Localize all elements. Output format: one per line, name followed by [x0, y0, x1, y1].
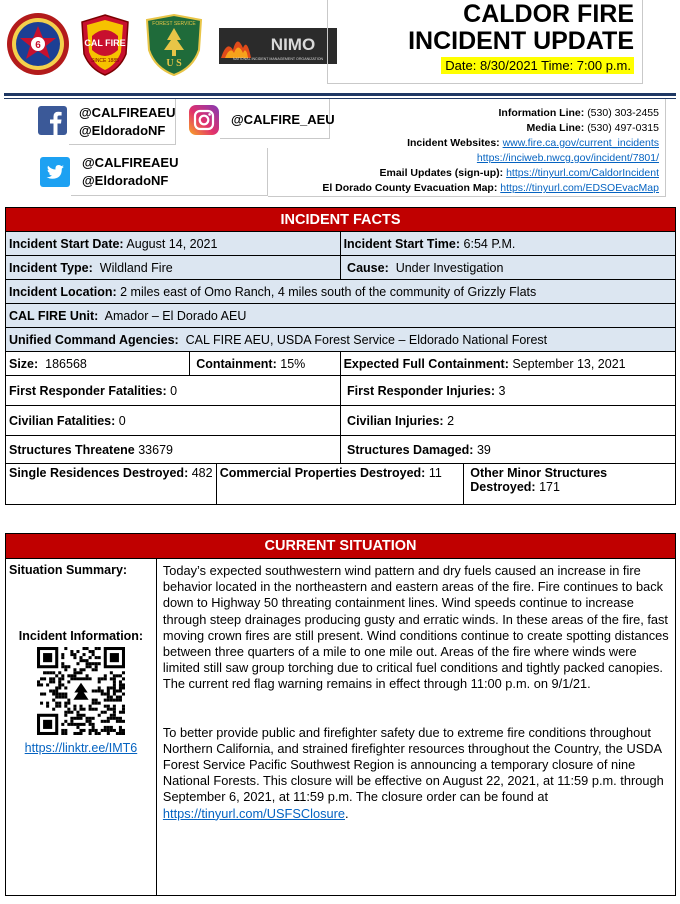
nimo-logo-text: NIMO: [270, 35, 316, 54]
twitter-icon[interactable]: [40, 157, 70, 187]
minor-structures-cell: [464, 464, 676, 505]
structures-threatened-label: Structures Threatene: [9, 442, 135, 457]
situation-paragraph-1: Today’s expected southwestern wind pattern and dry fuels caused an increase in fire behavior located in the northeastern and eastern areas of the fire. Fire continues to back down to Highway 50 threating containment lines. Wind speeds continue to increase through steep drainages producing gusty and erratic winds. In these areas of the fire, fast moving crown fires are still present. Wind conditions continue to create spotting distances between three quarters of a mile to one mile out. Areas of the fire where winds were limited still saw group torching due to critical fuel conditions and tightly packed canopies. The current red flag warning remains in effect through 11:00 p.m. on 9/1/21.: [162, 563, 669, 692]
evacuation-map-link[interactable]: https://tinyurl.com/EDSOEvacMap: [500, 182, 659, 194]
current-situation-heading: CURRENT SITUATION: [6, 534, 676, 559]
contact-box-bottom-border: [268, 196, 666, 197]
fr-injuries-cell: [340, 376, 675, 406]
minor-structures-label: Other Minor Structures Destroyed:: [470, 466, 608, 494]
structures-threatened-value: 33679: [138, 442, 173, 457]
media-line-row: [239, 121, 659, 136]
usfs-shield-text: U S: [166, 58, 182, 69]
fr-injuries-value: 3: [498, 383, 506, 398]
start-date-value: August 14, 2021: [126, 236, 218, 251]
civilian-injuries-value: 2: [447, 413, 455, 428]
facebook-icon[interactable]: [38, 106, 67, 135]
unified-command-value: CAL FIRE AEU, USDA Forest Service – Eldorado National Forest: [185, 332, 548, 347]
cause-label: Cause:: [347, 260, 389, 275]
residences-destroyed-cell: [6, 464, 217, 505]
situation-summary-label: Situation Summary:: [9, 563, 128, 577]
evacuation-map-row: [239, 181, 659, 196]
contact-info: [239, 106, 659, 196]
commercial-destroyed-label: Commercial Properties Destroyed:: [219, 466, 426, 480]
instagram-handle[interactable]: @CALFIRE_AEU: [231, 112, 335, 127]
media-line-label: Media Line:: [526, 122, 585, 134]
expected-containment-label: Expected Full Containment:: [343, 356, 509, 371]
size-cell: [6, 352, 190, 376]
expected-containment-cell: [340, 352, 675, 376]
incident-type-label: Incident Type:: [9, 260, 93, 275]
media-line-phone: (530) 497-0315: [587, 122, 659, 134]
evacuation-map-label: El Dorado County Evacuation Map:: [322, 182, 498, 194]
current-situation-table: [5, 533, 676, 896]
facebook-handle-2[interactable]: @EldoradoNF: [79, 123, 166, 138]
start-time-value: 6:54 P.M.: [463, 236, 516, 251]
calfire-unit-cell: [6, 304, 676, 328]
residences-destroyed-label: Single Residences Destroyed:: [9, 466, 189, 480]
cause-value: Under Investigation: [395, 260, 504, 275]
incident-facts-table: [5, 207, 676, 505]
civilian-injuries-label: Civilian Injuries:: [347, 413, 444, 428]
situation-text: [156, 559, 675, 896]
expected-containment-value: September 13, 2021: [512, 356, 626, 371]
usfs-closure-link[interactable]: https://tinyurl.com/USFSClosure: [162, 805, 345, 821]
website-link-inciweb[interactable]: https://inciweb.nwcg.gov/incident/7801/: [476, 152, 659, 164]
start-date-cell: [6, 232, 341, 256]
residences-destroyed-value: 482: [191, 466, 213, 480]
incident-type-value: Wildland Fire: [99, 260, 173, 275]
usfs-shield-logo: [145, 14, 203, 76]
start-time-label: Incident Start Time:: [343, 236, 461, 251]
structures-damaged-value: 39: [476, 442, 491, 457]
containment-value: 15%: [280, 356, 306, 371]
containment-label: Containment:: [196, 356, 277, 371]
california-firefighter-seal-logo: [6, 12, 70, 76]
start-time-cell: [340, 232, 675, 256]
start-date-label: Incident Start Date:: [9, 236, 124, 251]
incident-information-label: Incident Information:: [18, 629, 144, 643]
title-divider-thick: [4, 93, 676, 96]
facebook-handles: [79, 104, 175, 140]
info-line-phone: (530) 303-2455: [587, 107, 659, 119]
title-box: [327, 0, 643, 84]
fr-fatalities-value: 0: [170, 383, 178, 398]
fr-injuries-label: First Responder Injuries:: [347, 383, 495, 398]
linktree-link[interactable]: https://linktr.ee/IMT6: [24, 741, 138, 755]
unified-command-cell: [6, 328, 676, 352]
websites-row: [239, 136, 659, 151]
svg-text:6: 6: [35, 40, 41, 51]
civilian-fatalities-cell: [6, 406, 341, 436]
calfire-unit-value: Amador – El Dorado AEU: [104, 308, 247, 323]
commercial-destroyed-value: 11: [428, 466, 442, 480]
instagram-icon[interactable]: [189, 105, 219, 135]
structures-threatened-cell: [6, 436, 341, 464]
civilian-fatalities-label: Civilian Fatalities:: [9, 413, 116, 428]
page-title-line1: CALDOR FIRE: [463, 0, 634, 28]
page-title-line2: INCIDENT UPDATE: [408, 27, 634, 55]
situation-sidebar: [6, 559, 157, 896]
websites-label: Incident Websites:: [407, 137, 500, 149]
qr-code[interactable]: [37, 647, 125, 735]
email-updates-row: [239, 166, 659, 181]
incident-location-label: Incident Location:: [9, 284, 117, 299]
info-line-row: [239, 106, 659, 121]
situation-paragraph-2: [163, 725, 670, 822]
minor-structures-value: 171: [539, 480, 560, 494]
contact-box-right-border: [665, 99, 666, 197]
twitter-handle-2[interactable]: @EldoradoNF: [82, 173, 169, 188]
nimo-logo: [219, 28, 337, 64]
calfire-unit-label: CAL FIRE Unit:: [9, 308, 99, 323]
civilian-injuries-cell: [340, 406, 675, 436]
commercial-destroyed-cell: [216, 464, 464, 505]
unified-command-label: Unified Command Agencies:: [9, 332, 179, 347]
size-value: 186568: [45, 356, 87, 371]
info-line-label: Information Line:: [498, 107, 585, 119]
size-label: Size:: [9, 356, 39, 371]
email-updates-label: Email Updates (sign-up):: [379, 167, 504, 179]
situation-paragraph-2-end: .: [344, 805, 349, 821]
email-updates-link[interactable]: https://tinyurl.com/CaldorIncident: [506, 167, 659, 179]
fr-fatalities-label: First Responder Fatalities:: [9, 383, 167, 398]
twitter-handles: [82, 154, 178, 190]
calfire-badge-text: CAL FIRE: [84, 38, 126, 48]
facebook-handle-1[interactable]: @CALFIREAEU: [79, 105, 176, 120]
twitter-handle-1[interactable]: @CALFIREAEU: [82, 155, 179, 170]
qr-code-wrapper: [9, 647, 153, 735]
cause-cell: [340, 256, 675, 280]
calfire-badge-logo: [80, 14, 130, 76]
structures-damaged-cell: [340, 436, 675, 464]
update-date-time: Date: 8/30/2021 Time: 7:00 p.m.: [441, 57, 634, 74]
website-link-calfire[interactable]: www.fire.ca.gov/current_incidents: [502, 137, 659, 149]
inciweb-row: [239, 151, 659, 166]
structures-damaged-label: Structures Damaged:: [347, 442, 474, 457]
incident-type-cell: [6, 256, 341, 280]
nimo-logo-subtext: NATIONAL INCIDENT MANAGEMENT ORGANIZATION: [232, 57, 324, 61]
containment-cell: [189, 352, 340, 376]
calfire-badge-subtext: SINCE 1885: [91, 58, 119, 64]
incident-location-value: 2 miles east of Omo Ranch, 4 miles south of the community of Grizzly Flats: [120, 284, 537, 299]
civilian-fatalities-value: 0: [118, 413, 126, 428]
situation-paragraph-2-text: To better provide public and firefighter safety due to extreme fire conditions throughout Northern California, and strained firefighter resources throughout the Country, the USDA Forest Service Pacific Southwest Region is announcing a temporary closure of nine National Forests. This closure will be effective on August 22, 2021, at 11:59 p.m. through September 6, 2021, at 11:59 p.m. The closure order can be found at: [162, 724, 664, 805]
incident-location-cell: [6, 280, 676, 304]
usfs-shield-top-text: FOREST SERVICE: [152, 21, 196, 27]
incident-facts-heading: INCIDENT FACTS: [6, 208, 676, 232]
fr-fatalities-cell: [6, 376, 341, 406]
